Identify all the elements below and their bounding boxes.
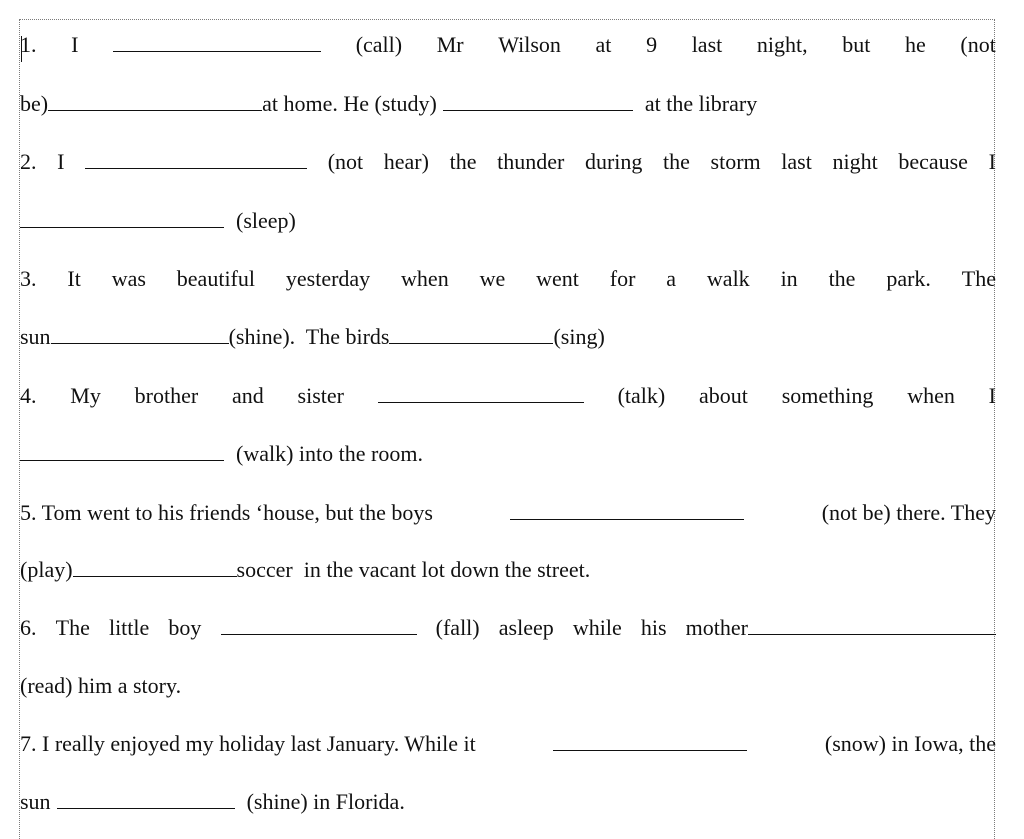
word: storm: [710, 149, 761, 174]
item-4-line-2: [20, 441, 996, 475]
word: was: [111, 266, 146, 291]
word: little: [108, 615, 150, 640]
word: last: [781, 149, 812, 174]
word: It: [67, 266, 81, 291]
word: yesterday: [285, 266, 371, 291]
answer-blank[interactable]: [48, 92, 262, 111]
word: My: [70, 383, 101, 408]
item-3-line-1: [20, 266, 996, 300]
word: the: [449, 149, 477, 174]
word: mother: [685, 615, 748, 640]
word-with-blank: [686, 615, 996, 641]
item-7-line-2: [20, 789, 996, 823]
word: the: [663, 149, 690, 174]
sentence-text: at the library: [644, 91, 758, 116]
answer-blank[interactable]: [20, 442, 224, 461]
word: night,: [756, 32, 808, 57]
answer-blank[interactable]: [85, 150, 307, 169]
answer-blank[interactable]: [748, 616, 996, 635]
verb-hint: (talk): [617, 383, 666, 408]
word: something: [781, 383, 874, 408]
item-7-line-1: [20, 731, 996, 765]
verb-hint: (sing): [553, 324, 605, 349]
word: when: [401, 266, 449, 291]
word: brother: [134, 383, 199, 408]
word: The: [55, 615, 90, 640]
word: because: [898, 149, 968, 174]
word: I: [988, 149, 996, 174]
verb-hint: be): [20, 91, 49, 116]
word: park.: [886, 266, 931, 291]
sentence-text: soccer in the vacant lot down the street.: [236, 557, 591, 582]
sentence-text: 5. Tom went to his friends ‘house, but the boys: [20, 500, 433, 525]
item-4-line-1: [20, 383, 996, 417]
word: asleep: [498, 615, 554, 640]
answer-blank[interactable]: [389, 325, 553, 344]
item-number: 3.: [20, 266, 37, 291]
answer-blank[interactable]: [51, 325, 229, 344]
verb-hint: (not: [327, 149, 364, 174]
word: last: [691, 32, 723, 57]
word: Wilson: [498, 32, 561, 57]
sentence-text: (snow) in Iowa, the: [824, 731, 996, 756]
verb-hint: hear): [383, 149, 429, 174]
word: during: [584, 149, 643, 174]
word: for: [609, 266, 636, 291]
item-6-line-1: [20, 615, 996, 649]
answer-blank[interactable]: [73, 558, 237, 577]
sentence-text: (read) him a story.: [20, 673, 182, 698]
answer-blank[interactable]: [510, 501, 744, 520]
item-number: 2.: [20, 149, 37, 174]
answer-blank[interactable]: [221, 616, 417, 635]
sentence-text: (walk) into the room.: [236, 441, 423, 466]
word: a: [666, 266, 677, 291]
word: his: [640, 615, 667, 640]
item-2-line-1: [20, 149, 996, 183]
verb-hint: (fall): [435, 615, 480, 640]
answer-blank[interactable]: [553, 732, 747, 751]
word: while: [572, 615, 622, 640]
word: in: [780, 266, 798, 291]
item-number: 1.: [20, 32, 37, 57]
word: at: [595, 32, 612, 57]
item-6-line-2: [20, 673, 996, 707]
item-3-line-2: [20, 324, 996, 358]
word: when: [907, 383, 955, 408]
document-page: [19, 19, 995, 839]
sentence-text: 7. I really enjoyed my holiday last January. While it: [20, 731, 476, 756]
word: he: [904, 32, 926, 57]
word: 9: [646, 32, 658, 57]
word: walk: [706, 266, 750, 291]
word: I: [57, 149, 65, 174]
word: sun: [20, 324, 51, 349]
verb-hint: (not: [960, 32, 996, 57]
verb-hint: (play): [20, 557, 73, 582]
item-number: 6.: [20, 615, 37, 640]
item-number: 4.: [20, 383, 37, 408]
item-1-line-1: [20, 32, 996, 66]
word: thunder: [497, 149, 565, 174]
word: The: [961, 266, 996, 291]
word: went: [536, 266, 579, 291]
sentence-text: (shine). The birds: [228, 324, 390, 349]
answer-blank[interactable]: [378, 384, 584, 403]
sentence-text: (not be) there. They: [821, 500, 996, 525]
verb-hint: (sleep): [236, 208, 296, 233]
word: sister: [297, 383, 344, 408]
word: Mr: [436, 32, 464, 57]
word: sun: [20, 789, 51, 814]
word: I: [71, 32, 79, 57]
answer-blank[interactable]: [443, 92, 633, 111]
word: but: [842, 32, 871, 57]
word: about: [699, 383, 748, 408]
item-5-line-1: [20, 500, 996, 534]
answer-blank[interactable]: [57, 790, 235, 809]
word: I: [988, 383, 996, 408]
sentence-text: (shine) in Florida.: [246, 789, 405, 814]
word: we: [479, 266, 506, 291]
item-2-line-2: [20, 208, 996, 242]
sentence-text: at home. He (study): [262, 91, 437, 116]
verb-hint: (call): [355, 32, 403, 57]
word: boy: [168, 615, 202, 640]
item-5-line-2: [20, 557, 996, 591]
answer-blank[interactable]: [113, 33, 321, 52]
item-1-line-2: [20, 91, 996, 125]
word: night: [832, 149, 878, 174]
answer-blank[interactable]: [20, 209, 224, 228]
word: and: [231, 383, 264, 408]
word: beautiful: [176, 266, 255, 291]
word: the: [828, 266, 856, 291]
